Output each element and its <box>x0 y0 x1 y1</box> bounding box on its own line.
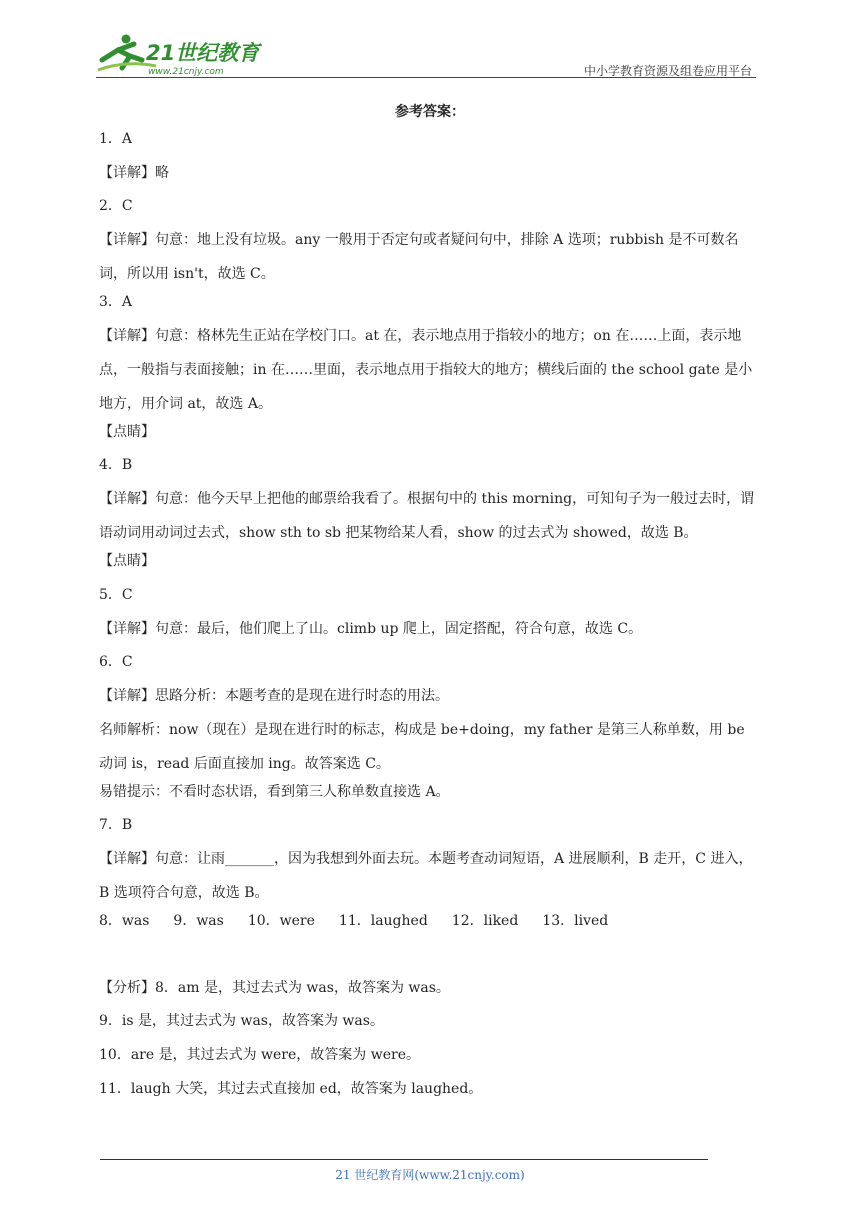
analysis-line: 【分析】8．am 是，其过去式为 was，故答案为 was。 <box>99 979 450 996</box>
page-header <box>96 30 756 78</box>
answer-item: 10．were <box>247 912 315 929</box>
answer-line: 【详解】句意：让雨_______，因为我想到外面去玩。本题考查动词短语，A 进展顺利，B 走开，C 进入，B 选项符合句意，故选 B。 <box>99 850 753 901</box>
logo-url-text: www.21cnjy.com <box>148 67 224 77</box>
answer-item: 8．was <box>99 912 150 929</box>
analysis-line: 10．are 是，其过去式为 were，故答案为 were。 <box>99 1047 420 1063</box>
answers-row <box>99 910 759 944</box>
page-title: 参考答案： <box>395 104 465 120</box>
answer-line: 7．B <box>99 817 133 834</box>
answer-line: 5．C <box>99 586 133 603</box>
answer-content <box>99 128 759 1111</box>
answer-line: 【详解】略 <box>99 164 169 181</box>
site-logo <box>96 30 266 78</box>
answer-line: 2．C <box>99 198 133 215</box>
answer-line: 【详解】句意：最后，他们爬上了山。climb up 爬上，固定搭配，符合句意，故选 C。 <box>99 620 643 637</box>
answer-line: 4．B <box>99 457 133 474</box>
answer-line: 名师解析：now（现在）是现在进行时的标志，构成是 be+doing，my father 是第三人称单数，用 be 动词 is，read 后面直接加 ing。故答案选 C。 <box>99 721 745 772</box>
logo-main-text: 21世纪教育 <box>146 41 260 65</box>
answer-line: 【详解】句意：格林先生正站在学校门口。at 在，表示地点用于指较小的地方；on 在……上面，表示地点，一般指与表面接触；in 在……里面，表示地点用于指较大的地方；横线后面的 the school gate 是小地方，用介词 at，故选 A。 <box>99 327 753 412</box>
analysis-line: 11．laugh 大笑，其过去式直接加 ed，故答案为 laughed。 <box>99 1080 483 1097</box>
answer-item: 13．lived <box>542 912 609 929</box>
answer-line: 6．C <box>99 654 133 671</box>
answer-line: 易错提示：不看时态状语，看到第三人称单数直接选 A。 <box>99 783 450 800</box>
answer-line: 1．A <box>99 131 133 147</box>
answer-item: 9．was <box>173 912 224 929</box>
answer-line: 【点睛】 <box>99 553 155 570</box>
answer-line: 【详解】句意：地上没有垃圾。any 一般用于否定句或者疑问句中，排除 A 选项；rubbish 是不可数名词，所以用 isn't，故选 C。 <box>99 232 739 283</box>
answer-line: 【详解】思路分析：本题考查的是现在进行时态的用法。 <box>99 687 449 704</box>
answer-line: 3．A <box>99 294 133 311</box>
header-platform-text: 中小学教育资源及组卷应用平台 <box>583 64 752 78</box>
spacer <box>99 944 759 977</box>
analysis-line: 9．is 是，其过去式为 was，故答案为 was。 <box>99 1013 384 1030</box>
answer-line: 【点睛】 <box>99 423 155 440</box>
answer-item: 11．laughed <box>338 912 428 929</box>
runner-logo-icon <box>96 30 266 78</box>
footer-divider <box>100 1159 708 1160</box>
header-divider <box>96 77 756 78</box>
answer-item: 12．liked <box>451 912 519 929</box>
footer-text: 21 世纪教育网(www.21cnjy.com) <box>335 1168 525 1182</box>
answer-line: 【详解】句意：他今天早上把他的邮票给我看了。根据句中的 this morning，可知句子为一般过去时，谓语动词用动词过去式，show sth to sb 把某物给某人看，show 的过去式为 showed，故选 B。 <box>99 491 755 542</box>
